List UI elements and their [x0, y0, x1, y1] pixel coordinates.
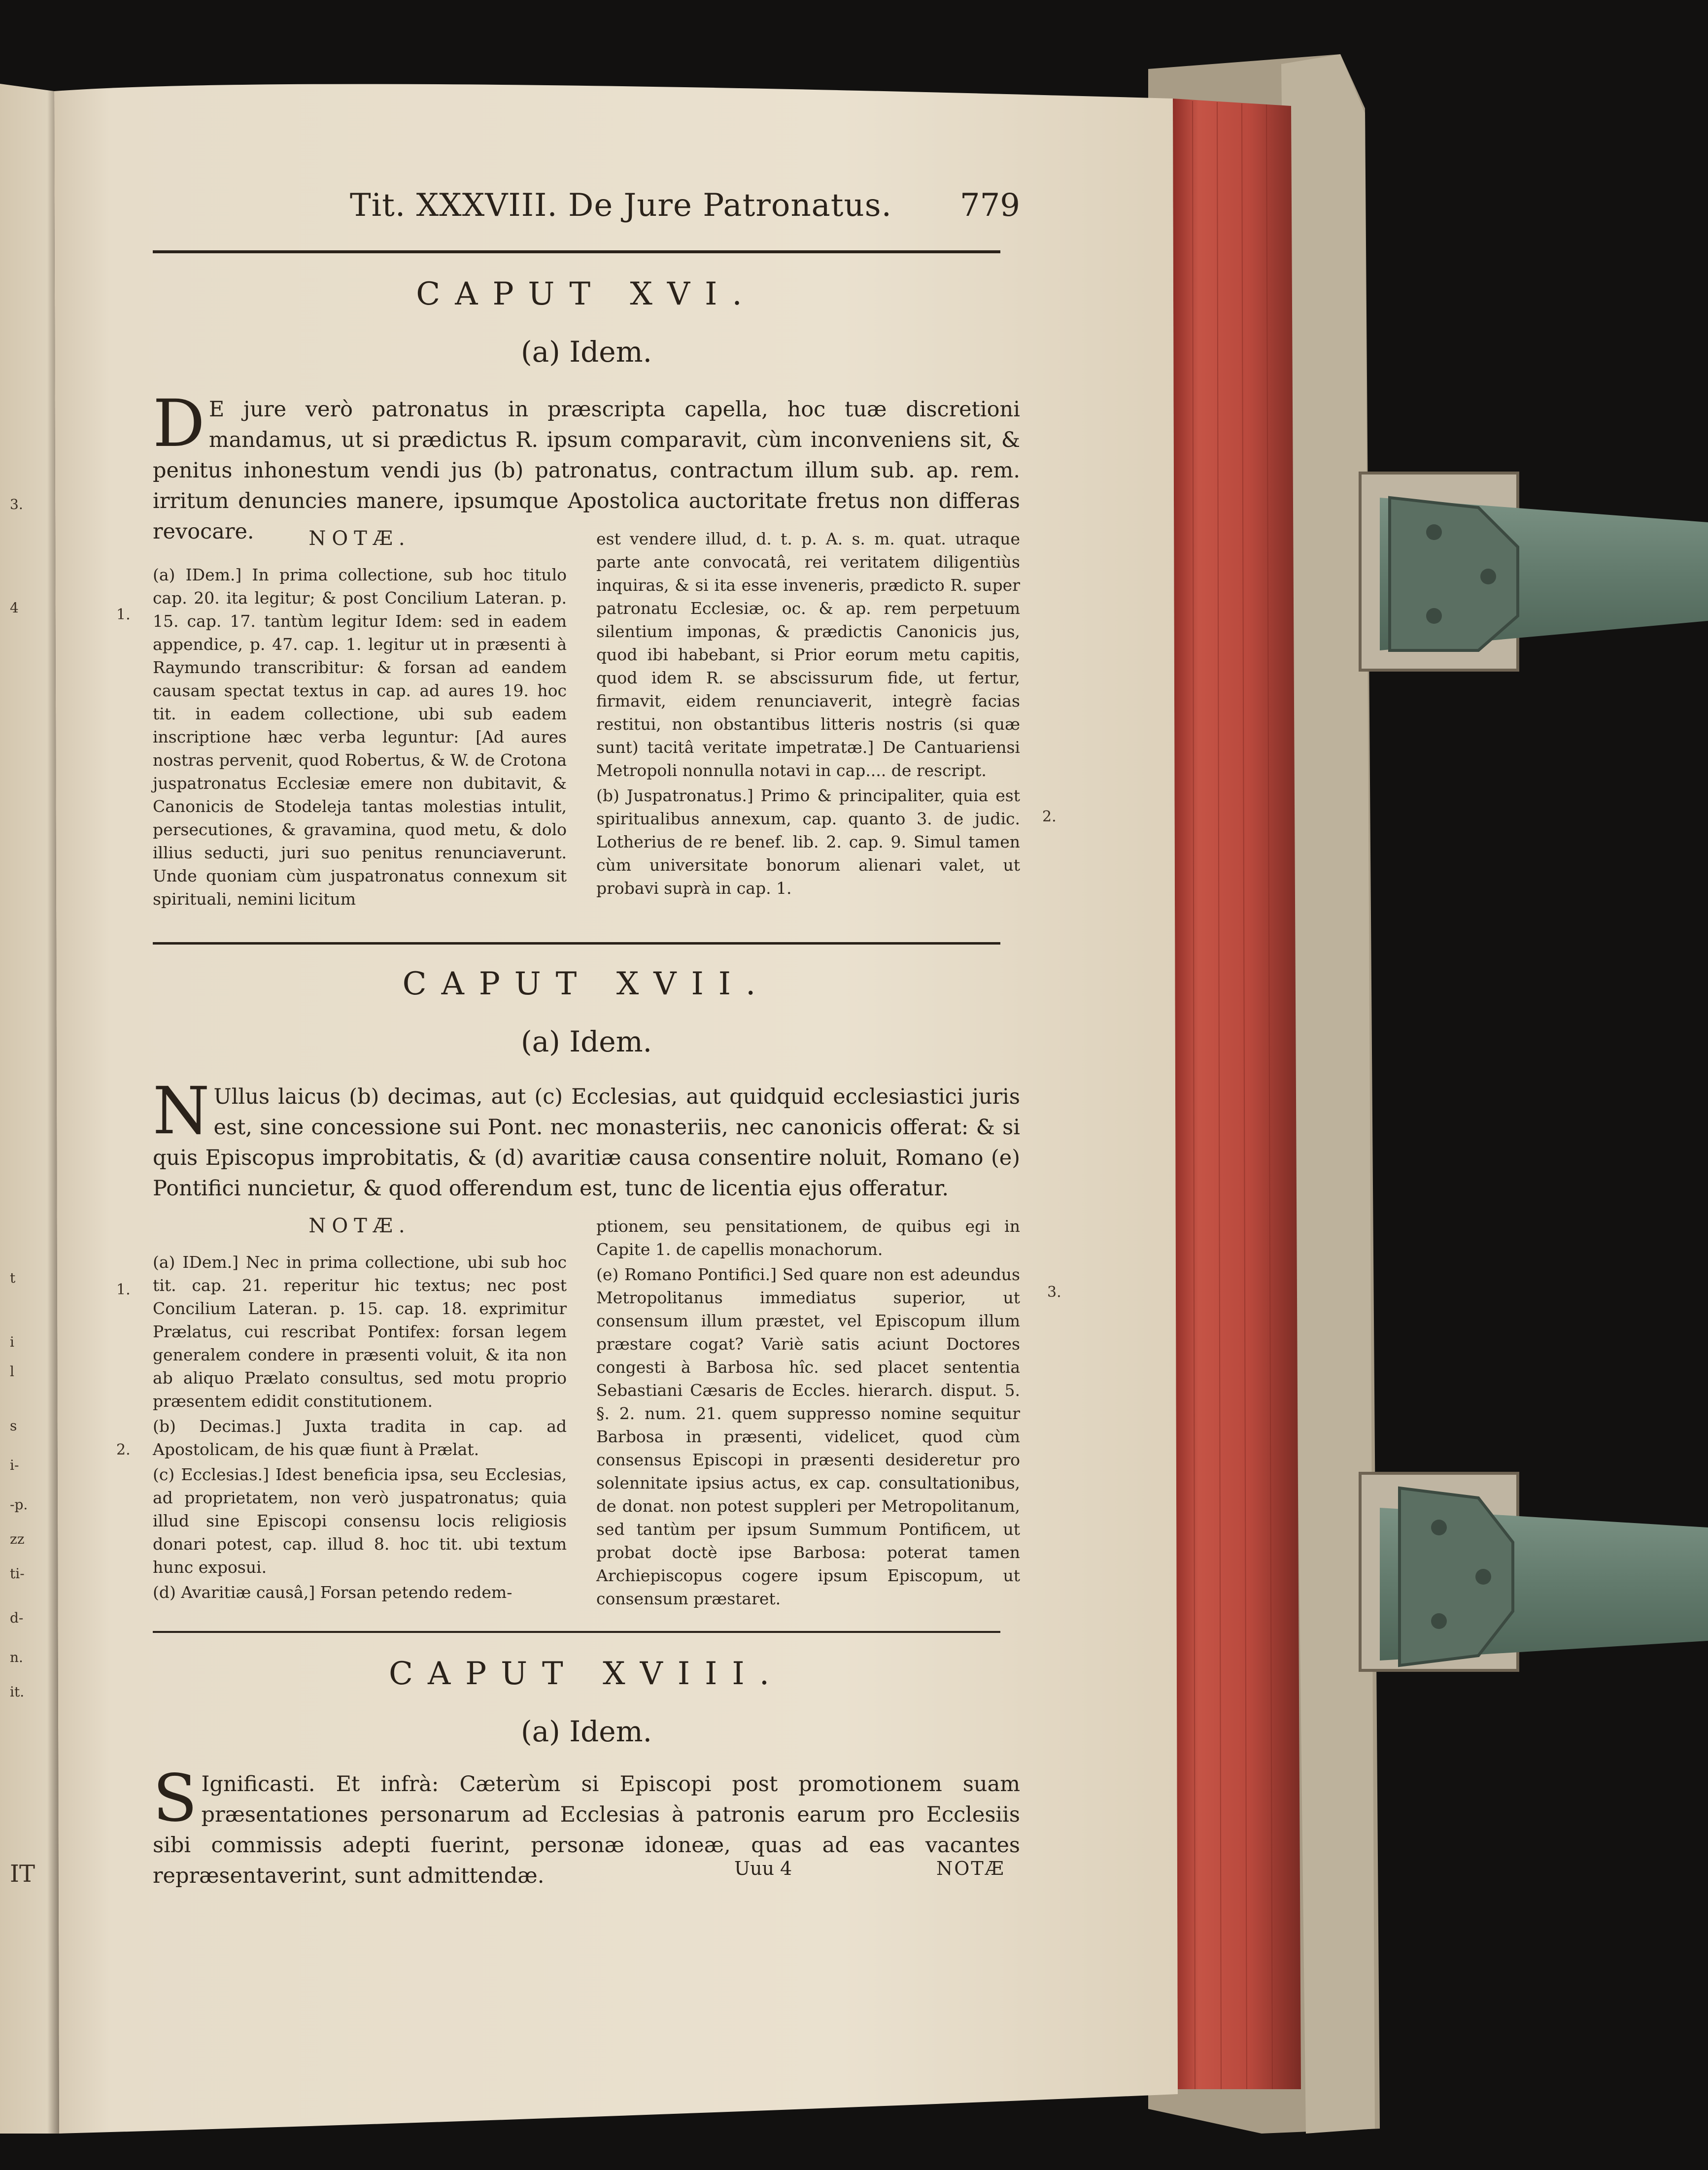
caput-18-subtitle: (a) Idem.: [520, 1715, 652, 1748]
drop-cap: N: [153, 1073, 210, 1149]
caput-16-notes-col2: est vendere illud, d. t. p. A. s. m. quat. utraque parte ante convocatâ, rei veritatem diligentiùs inquiras, & si ita esse inveneris, prædicto R. super patronatu Ecclesiæ, oc. & ap. rem perpetuum silentium imponas, & prædictis Canonicis jus, quod ibi habebant, si Prior eorum metu capitis, quod idem R. se abscissurum fide, ut fertur, firmavit, eidem renunciaverit, integrè facias restitui, non obstantibus litteris nostris (si quæ sunt) tacitâ veritate impetratæ.] De Cantuariensi Metropoli nonnulla notavi in cap.... de rescript. (b) Juspatronatus.] Primo & principaliter, quia est spiritualibus annexum, cap. quanto 3. de judic. Lotherius de re benef. lib. 2. cap. 9. Simul tamen cùm universitate bonorum alienari valet, ut probavi suprà in cap. 1.: [596, 529, 1020, 898]
page-number: 779: [959, 187, 1020, 224]
caput-16-text: D E jure verò patronatus in præscripta capella, hoc tuæ discretioni mandamus, ut si prædictus R. ipsum comparavit, cùm inconveniens sit, & penitus inhonestum vendi jus (b) patronatus, contractum illum sub. ap. rem. irritum denuncies manere, ipsumque Apostolica auctoritate fretus non differas revocare.: [153, 386, 1020, 544]
caput-16-heading: CAPUT XVI.: [416, 276, 757, 312]
notae-heading: NOTÆ.: [308, 1215, 411, 1237]
margin-number: 1.: [116, 1281, 131, 1298]
header-rule: [153, 250, 1000, 253]
caput-17-notes-col2: ptionem, seu pensitationem, de quibus egi in Capite 1. de capellis monachorum. (e) Romano Pontifici.] Sed quare non est adeundus Metropolitanus immediatus superior, ut consensum illum præstet, vel Episcopum illum præstare cogat? Variè satis aciunt Doctores congesti à Barbosa hîc. sed placet sententia Sebastiani Cæsaris de Eccles. hierarch. disput. 5. §. 2. num. 21. quem suppresso nomine sequitur Barbosa in præsenti, videlicet, quod cùm consensus Episcopi in præsenti desideretur pro solennitate ipsius actus, ex cap. consultationibus, de donat. non potest suppleri per Metropolitanum, sed tantùm per ipsum Summum Pontificem, ut probat doctè ipse Barbosa: poterat tamen Archiepiscopus cogere ipsum Episcopum, ut consensum præstaret.: [596, 1217, 1020, 1608]
caput-16-notes-col1: NOTÆ. (a) IDem.] In prima collectione, sub hoc titulo cap. 20. ita legitur; & post Concilium Lateran. p. 15. cap. 17. tantùm legitur Idem: sed in eadem appendice, p. 47. cap. 1. legitur ut in præsenti à Raymundo transcribitur: & forsan ad eandem causam spectat textus in cap. ad aures 19. hoc tit. in eadem collectione, ubi sub eadem inscriptione hæc verba leguntur: [Ad aures nostras pervenit, quod Robertus, & W. de Crotona juspatronatus Ecclesiæ emere non dubitavit, & Canonicis de Stodeleja tantas molestias intulit, persecutiones, & gravamina, quod metu, & dolo illius seducti, juri suo penitus renunciaverunt. Unde quoniam cùm juspatronatus connexum sit spirituali, nemini licitum: [153, 527, 567, 909]
section-rule-2: [153, 1631, 1000, 1633]
signature-mark: Uuu 4: [734, 1858, 792, 1879]
caput-17-notes-col1: NOTÆ. (a) IDem.] Nec in prima collectione, ubi sub hoc tit. cap. 21. reperitur hic textus; nec post Concilium Lateran. p. 15. cap. 18. exprimitur Prælatus, cui rescribat Pontifex: forsan legem generalem condere in præsenti voluit, & ita non ab aliquo Prælato consultus, sed motu proprio præsentem edidit constitutionem. (b) Decimas.] Juxta tradita in cap. ad Apostolicam, de his quæ fiunt à Prælat. (c) Ecclesias.] Idest beneficia ipsa, seu Ecclesias, ad proprietatem, non verò juspatronatus; quia illud sine Episcopi consensu locis religiosis donari potest, cap. illud 8. hoc tit. ubi textum hunc exposui. (d) Avaritiæ causâ,] Forsan petendo redem-: [153, 1215, 567, 1602]
caput-18-heading: CAPUT XVIII.: [388, 1656, 785, 1692]
caput-17-text: N Ullus laicus (b) decimas, aut (c) Ecclesias, aut quidquid ecclesiastici juris est, sine concessione sui Pont. nec monasteriis, nec canonicis offerat: & si quis Episcopus improbitatis, & (d) avaritiæ causa consentire noluit, Romano (e) Pontifici nuncietur, & quod offerendum est, tunc de licentia ejus offeratur.: [153, 1073, 1020, 1201]
margin-number: 2.: [1042, 808, 1057, 825]
running-head: Tit. XXXVIII. De Jure Patronatus.: [350, 187, 892, 224]
caput-17-heading: CAPUT XVII.: [402, 966, 771, 1002]
margin-number: 3.: [1047, 1284, 1061, 1301]
drop-cap: S: [153, 1761, 198, 1836]
page-header: [153, 187, 1020, 232]
caput-18-text: S Ignificasti. Et infrà: Cæterùm si Episcopi post promotionem suam præsentationes personarum ad Ecclesias à patronis earum pro Ecclesiis sibi commissis adepti fuerint, personæ idoneæ, quas ad eas vacantes repræsentaverint, sunt admittendæ.: [153, 1761, 1020, 1888]
notae-heading: NOTÆ.: [308, 527, 411, 550]
caput-17-subtitle: (a) Idem.: [520, 1025, 652, 1058]
margin-number: 1.: [116, 606, 131, 623]
caput-16-subtitle: (a) Idem.: [520, 335, 652, 369]
margin-number: 2.: [116, 1441, 131, 1458]
catchword: NOTÆ: [936, 1858, 1005, 1879]
drop-cap: D: [153, 386, 205, 462]
section-rule-1: [153, 942, 1000, 945]
